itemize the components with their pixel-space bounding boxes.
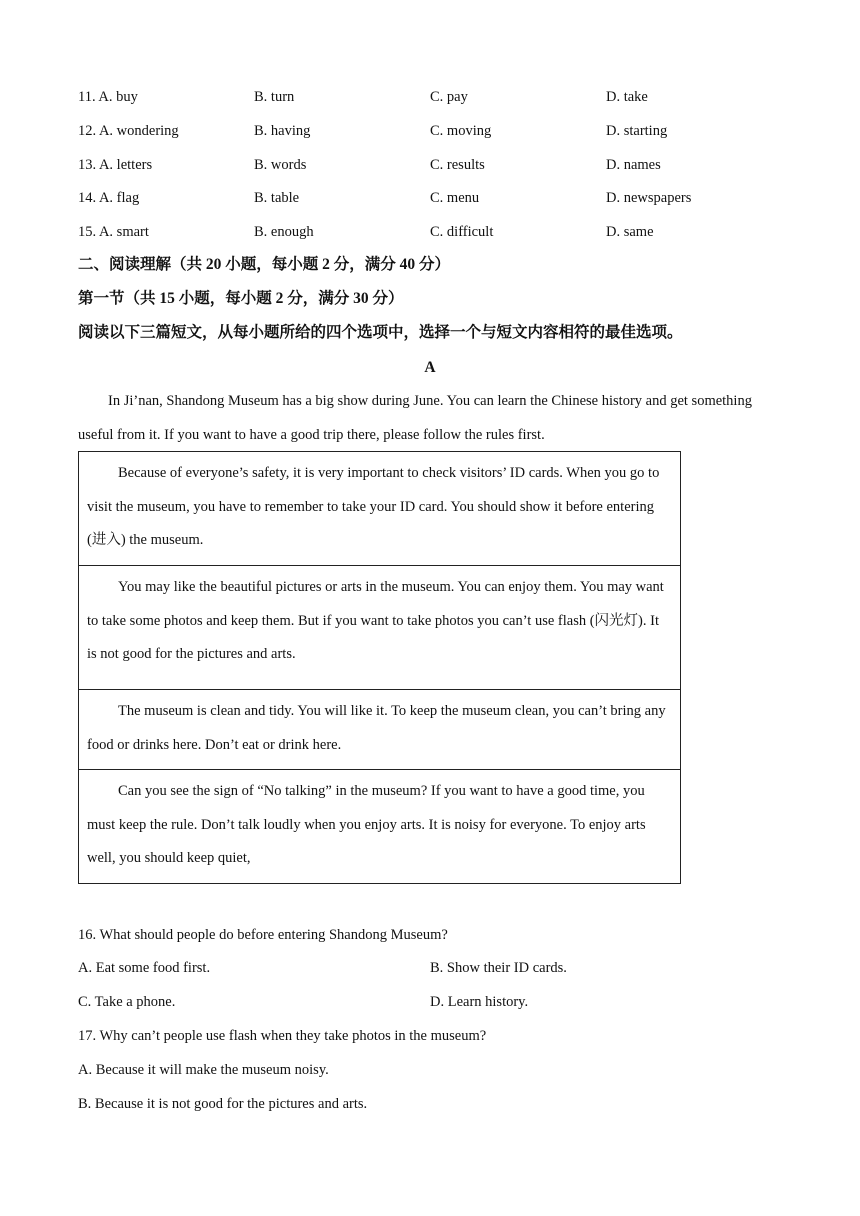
option-14-d: D. newspapers <box>606 190 692 206</box>
passage-label: A <box>424 359 436 376</box>
option-13-b: B. words <box>254 157 307 173</box>
question-17-stem: 17. Why can’t people use flash when they take photos in the museum? <box>78 1028 487 1044</box>
option-row-15 <box>78 222 782 242</box>
option-row-14 <box>78 188 782 208</box>
option-13-a: 13. A. letters <box>78 157 153 173</box>
option-row-12 <box>78 121 782 141</box>
question-16-option-c: C. Take a phone. <box>78 994 176 1010</box>
rule-row <box>79 690 681 770</box>
passage-intro: In Ji’nan, Shandong Museum has a big show during June. You can learn the Chinese history and get something useful from it. If you want to have a good trip there, please follow the rules first. <box>78 393 752 443</box>
rule-no-food: The museum is clean and tidy. You will like it. To keep the museum clean, you can’t bring any food or drinks here. Don’t eat or drink here. <box>79 690 681 770</box>
question-16-row-cd <box>78 992 782 1012</box>
section-instruction: 阅读以下三篇短文，从每小题所给的四个选项中，选择一个与短文内容相符的最佳选项。 <box>78 324 683 341</box>
rule-row <box>79 770 681 884</box>
section-title: 二、阅读理解（共 20 小题，每小题 2 分，满分 40 分） <box>78 256 451 273</box>
option-row-13 <box>78 155 782 175</box>
question-16-option-d: D. Learn history. <box>430 994 529 1010</box>
option-11-c: C. pay <box>430 89 468 105</box>
question-17-option-b: B. Because it is not good for the pictures and arts. <box>78 1096 368 1112</box>
option-11-b: B. turn <box>254 89 295 105</box>
section-subtitle: 第一节（共 15 小题，每小题 2 分，满分 30 分） <box>78 290 404 307</box>
option-14-c: C. menu <box>430 190 480 206</box>
option-13-d: D. names <box>606 157 661 173</box>
option-11-d: D. take <box>606 89 648 105</box>
option-11-a: 11. A. buy <box>78 89 138 105</box>
option-14-a: 14. A. flag <box>78 190 140 206</box>
option-15-b: B. enough <box>254 224 314 240</box>
rule-photo-flash: You may like the beautiful pictures or arts in the museum. You can enjoy them. You may want to take some photos and keep them. But if you want to take photos you can’t use flash (闪光灯). It is not good for the pictures and arts. <box>79 566 681 690</box>
rule-no-talking: Can you see the sign of “No talking” in the museum? If you want to have a good time, you must keep the rule. Don’t talk loudly when you enjoy arts. It is noisy for everyone. To enjoy arts well, you should keep quiet, <box>79 770 681 884</box>
question-16-stem: 16. What should people do before entering Shandong Museum? <box>78 927 448 943</box>
option-14-b: B. table <box>254 190 300 206</box>
option-15-a: 15. A. smart <box>78 224 149 240</box>
question-16-option-a: A. Eat some food first. <box>78 960 211 976</box>
question-17-option-a: A. Because it will make the museum noisy. <box>78 1062 329 1078</box>
option-15-d: D. same <box>606 224 654 240</box>
option-12-a: 12. A. wondering <box>78 123 179 139</box>
option-12-d: D. starting <box>606 123 668 139</box>
rules-table <box>78 451 681 884</box>
rule-id-card: Because of everyone’s safety, it is very important to check visitors’ ID cards. When you go to visit the museum, you have to remember to take your ID card. You should show it before entering (进入) the museum. <box>79 452 681 566</box>
question-16-row-ab <box>78 958 782 978</box>
option-12-b: B. having <box>254 123 311 139</box>
option-12-c: C. moving <box>430 123 492 139</box>
option-row-11 <box>78 87 782 107</box>
option-13-c: C. results <box>430 157 485 173</box>
question-16-option-b: B. Show their ID cards. <box>430 960 567 976</box>
option-15-c: C. difficult <box>430 224 494 240</box>
rule-row <box>79 452 681 566</box>
rule-row <box>79 566 681 690</box>
